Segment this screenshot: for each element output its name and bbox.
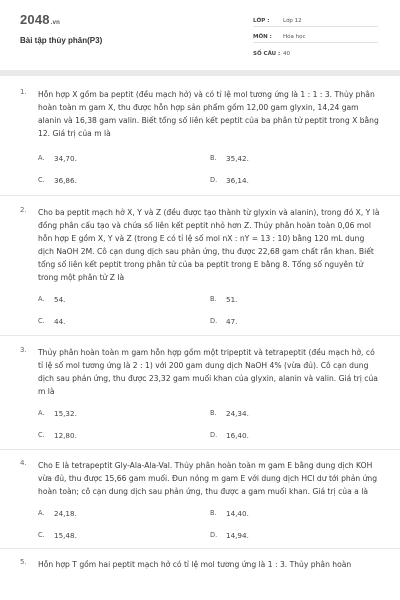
option-d[interactable] xyxy=(210,524,382,546)
question-number: 2. xyxy=(20,206,27,214)
option-b[interactable] xyxy=(210,502,382,524)
option-value: 15,32. xyxy=(54,408,77,418)
option-letter: B. xyxy=(210,409,217,417)
option-b[interactable] xyxy=(210,147,382,169)
option-a[interactable] xyxy=(38,502,210,524)
question-4 xyxy=(0,450,400,549)
option-c[interactable] xyxy=(38,310,210,332)
meta-row-class xyxy=(253,11,378,27)
meta-value: Lớp 12 xyxy=(283,18,302,24)
question-text: Thủy phân hoàn toàn m gam hỗn hợp gồm một tripeptit và tetrapeptit (đều mạch hở, có tỉ lệ số mol tương ứng là 2 : 1) với 200 gam dung dịch NaOH 4% (vừa đủ). Cô cạn dung dịch sau phản ứng, thu được 23,32 gam muối khan của glyxin, alanin và valin. Giá trị của m là xyxy=(38,348,378,396)
option-letter: C. xyxy=(38,531,45,539)
meta-label: LỚP : xyxy=(253,18,270,24)
option-value: 35,42. xyxy=(226,153,249,163)
option-value: 44. xyxy=(54,316,66,326)
option-letter: D. xyxy=(210,176,218,184)
option-a[interactable] xyxy=(38,147,210,169)
option-d[interactable] xyxy=(210,169,382,191)
answer-options xyxy=(38,147,380,191)
option-value: 14,40. xyxy=(226,508,249,518)
option-letter: B. xyxy=(210,509,217,517)
answer-options xyxy=(38,502,380,546)
answer-options xyxy=(38,288,380,332)
option-value: 24,18. xyxy=(54,508,77,518)
option-value: 12,80. xyxy=(54,430,77,440)
question-text: Cho E là tetrapeptit Gly-Ala-Ala-Val. Thủy phân hoàn toàn m gam E bằng dung dịch KOH vừa đủ, thu được 15,66 gam muối. Đun nóng m gam E với dung dịch HCl dư tới phản ứng hoàn toàn; cô cạn dung dịch sau phản ứng, thu được a gam muối khan. Giá trị của a là xyxy=(38,461,378,496)
option-value: 15,48. xyxy=(54,530,77,540)
option-value: 51. xyxy=(226,294,238,304)
option-letter: A. xyxy=(38,295,45,303)
option-letter: D. xyxy=(210,431,218,439)
meta-row-count xyxy=(253,43,378,59)
option-letter: C. xyxy=(38,317,45,325)
question-number: 5. xyxy=(20,558,27,566)
logo-text: 2048 xyxy=(20,12,50,27)
option-letter: A. xyxy=(38,509,45,517)
option-value: 36,86. xyxy=(54,175,77,185)
meta-label: MÔN : xyxy=(253,34,272,40)
option-value: 34,70. xyxy=(54,153,77,163)
option-value: 54. xyxy=(54,294,66,304)
option-letter: A. xyxy=(38,409,45,417)
question-1 xyxy=(0,76,400,196)
option-a[interactable] xyxy=(38,402,210,424)
meta-value: 40 xyxy=(283,51,290,57)
meta-info xyxy=(253,11,378,59)
option-b[interactable] xyxy=(210,402,382,424)
option-c[interactable] xyxy=(38,524,210,546)
option-letter: D. xyxy=(210,531,218,539)
option-d[interactable] xyxy=(210,424,382,446)
question-text: Hỗn hợp T gồm hai peptit mạch hở có tỉ lệ mol tương ứng là 1 : 3. Thủy phân hoàn xyxy=(38,560,352,569)
option-c[interactable] xyxy=(38,424,210,446)
question-3 xyxy=(0,336,400,450)
logo-suffix: .vn xyxy=(50,20,61,26)
worksheet-header xyxy=(0,0,400,70)
meta-value: Hóa học xyxy=(283,34,306,40)
option-letter: A. xyxy=(38,154,45,162)
option-b[interactable] xyxy=(210,288,382,310)
option-value: 47. xyxy=(226,316,238,326)
document-title: Bài tập thủy phân(P3) xyxy=(20,36,103,45)
option-value: 16,40. xyxy=(226,430,249,440)
question-5 xyxy=(0,549,400,571)
option-d[interactable] xyxy=(210,310,382,332)
option-c[interactable] xyxy=(38,169,210,191)
question-number: 3. xyxy=(20,346,27,354)
option-letter: B. xyxy=(210,295,217,303)
meta-row-subject xyxy=(253,27,378,43)
option-a[interactable] xyxy=(38,288,210,310)
option-value: 14,94. xyxy=(226,530,249,540)
option-letter: C. xyxy=(38,431,45,439)
meta-label: SỐ CÂU : xyxy=(253,51,281,57)
question-2 xyxy=(0,196,400,336)
question-number: 1. xyxy=(20,88,27,96)
question-text: Hỗn hợp X gồm ba peptit (đều mạch hở) và có tỉ lệ mol tương ứng là 1 : 1 : 3. Thủy phân hoàn toàn m gam X, thu được hỗn hợp sản phẩm gồm 12,00 gam glyxin, 14,24 gam alanin và 16,38 gam valin. Biết tổng số liên kết peptit của ba phân tử peptit trong X bằng 12. Giá trị của m là xyxy=(38,90,379,138)
option-letter: B. xyxy=(210,154,217,162)
question-number: 4. xyxy=(20,459,27,467)
option-value: 36,14. xyxy=(226,175,249,185)
option-letter: D. xyxy=(210,317,218,325)
answer-options xyxy=(38,402,380,446)
question-text: Cho ba peptit mạch hở X, Y và Z (đều được tạo thành từ glyxin và alanin), trong đó X, Y là đồng phân cấu tạo và chứa số liên kết peptit nhỏ hơn Z. Thủy phân hoàn toàn 0,06 mol hỗn hợp E gồm X, Y và Z (trong E có tỉ lệ số mol nX : nY = 13 : 10) bằng 120 mL dung dịch NaOH 2M. Cô cạn dung dịch sau phản ứng, thu được 22,68 gam chất rắn khan. Biết tổng số liên kết peptit trong phân tử của ba peptit trong E bằng 8. Tổng số nguyên tử trong một phân tử Z là xyxy=(38,208,380,282)
option-letter: C. xyxy=(38,176,45,184)
option-value: 24,34. xyxy=(226,408,249,418)
